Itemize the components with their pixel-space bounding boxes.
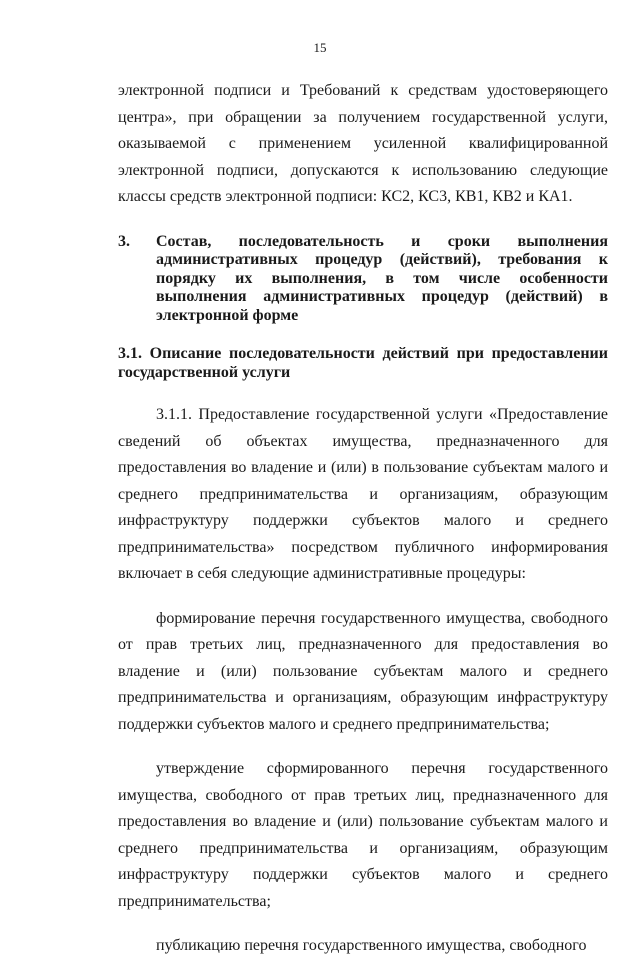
paragraph-formation: формирование перечня государственного имущества, свободного от прав третьих лиц, предназначенного для предоставления во владение и (или) пользование субъектам малого и среднего предпринимательства и организациям, образующим инфраструктуру поддержки субъектов малого и среднего предпринимательства; <box>118 609 608 733</box>
page-number: 15 <box>313 40 327 55</box>
document-body <box>118 78 608 960</box>
paragraph-approval: утверждение сформированного перечня государственного имущества, свободного от прав третьих лиц, предназначенного для предоставления во владение и (или) пользование субъектам малого и среднего предпринимательства и организациям, образующим инфраструктуру поддержки субъектов малого и среднего предпринимательства; <box>118 760 608 910</box>
section-3-title: Состав, последовательность и сроки выполнения административных процедур (действий), требования к порядку их выполнения, в том числе особенности выполнения административных процедур (действий) в электронной форме <box>156 232 608 324</box>
section-3-1-heading: 3.1. Описание последовательности действий при предоставлении государственной услуги <box>118 345 608 381</box>
section-3-heading <box>118 233 608 326</box>
paragraph-continuation: электронной подписи и Требований к средствам удостоверяющего центра», при обращении за получением государственной услуги, оказываемой с применением усиленной квалифицированной электронной подписи, допускаются к использованию следующие классы средств электронной подписи: КС2, КС3, КВ1, КВ2 и КА1. <box>118 82 608 205</box>
paragraph-3-1-1: 3.1.1. Предоставление государственной услуги «Предоставление сведений об объектах имущества, предназначенного для предоставления во владение и (или) в пользование субъектам малого и среднего предпринимательства и организациям, образующим инфраструктуру поддержки субъектов малого и среднего предпринимательства» посредством публичного информирования включает в себя следующие административные процедуры: <box>118 406 608 582</box>
section-3-number: 3. <box>118 232 130 250</box>
paragraph-publication: публикацию перечня государственного имущества, свободного <box>156 937 587 954</box>
